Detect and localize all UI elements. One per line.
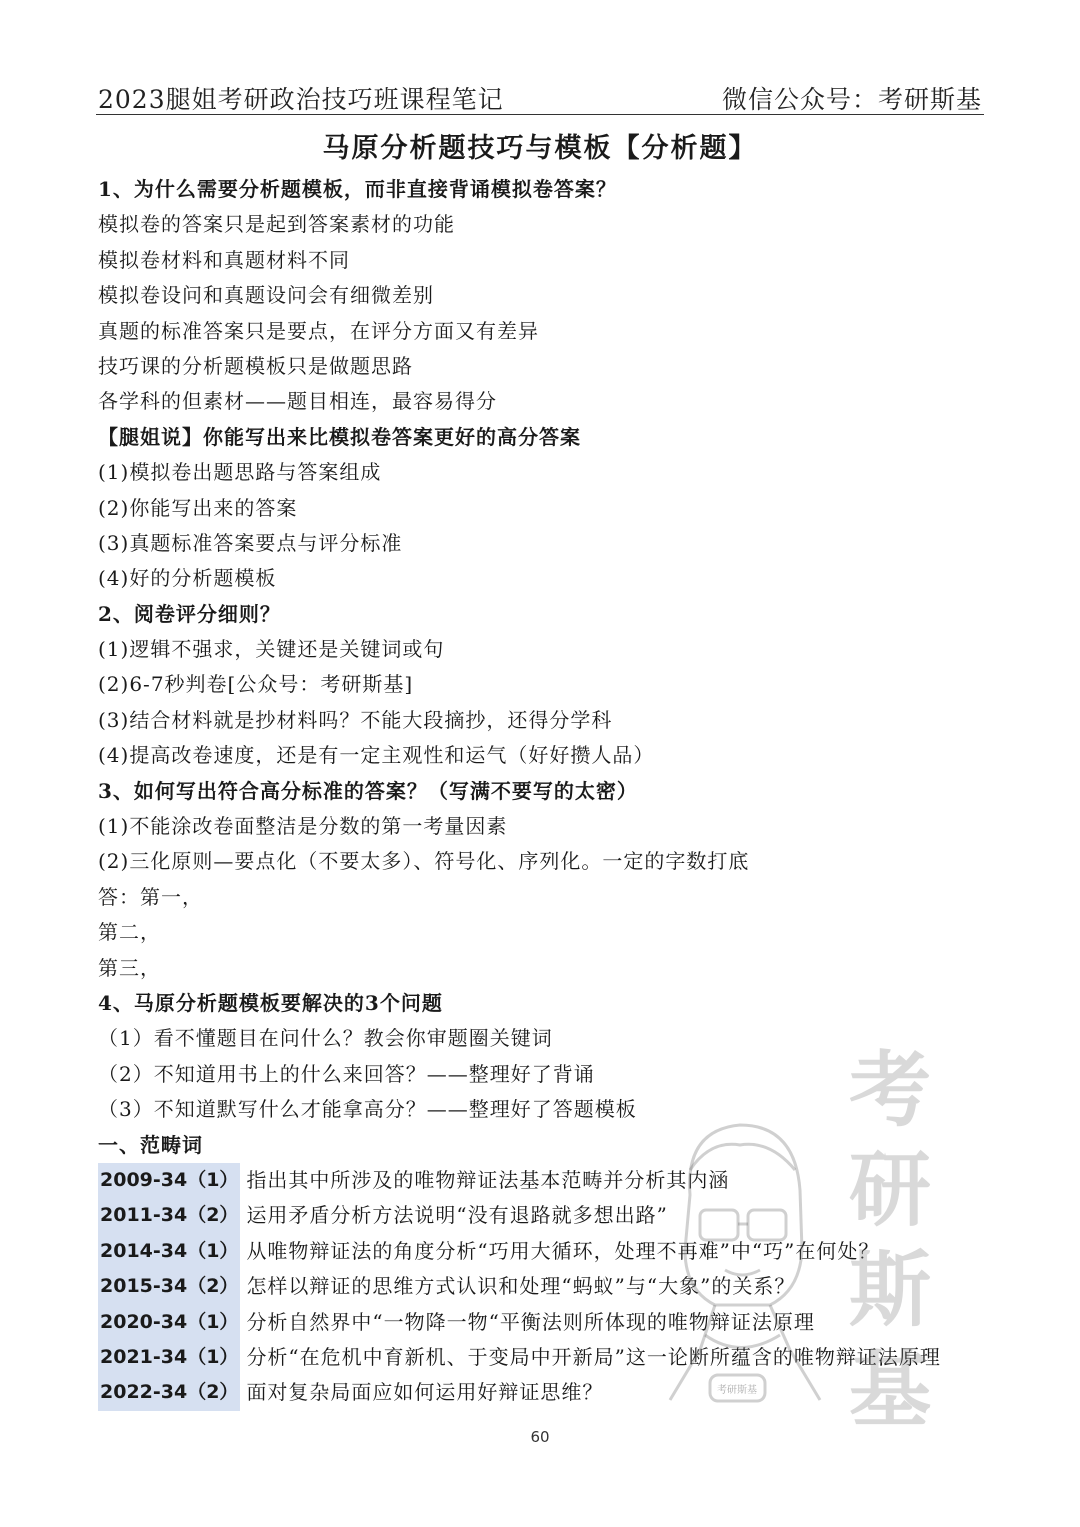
section-heading: 【腿姐说】你能写出来比模拟卷答案更好的高分答案: [98, 424, 581, 449]
note-line: (2)三化原则—要点化（不要太多）、符号化、序列化。一定的字数打底: [98, 849, 750, 874]
section-heading: 2、阅卷评分细则？: [98, 601, 281, 626]
exam-year-tag: 2020-34（1）: [98, 1305, 240, 1340]
note-line: (1)不能涂改卷面整洁是分数的第一考量因素: [98, 814, 508, 839]
note-line: （2）不知道用书上的什么来回答？——整理好了背诵: [98, 1061, 595, 1086]
watermark: [835, 1040, 945, 1440]
header-wechat-account: 微信公众号：考研斯基: [721, 85, 982, 114]
note-line: 技巧课的分析题模板只是做题思路: [98, 353, 413, 378]
note-line: (1)逻辑不强求，关键还是关键词或句: [98, 637, 445, 662]
note-line: （3）不知道默写什么才能拿高分？——整理好了答题模板: [98, 1097, 637, 1122]
exam-year-tag: 2009-34（1）: [98, 1163, 240, 1198]
watermark-char: 基: [848, 1342, 931, 1438]
exam-question-text: 面对复杂局面应如何运用好辩证思维？: [246, 1380, 604, 1405]
page-header: [98, 76, 982, 116]
section-heading: 3、如何写出符合高分标准的答案？（写满不要写的太密）: [98, 778, 638, 803]
note-line: 答：第一，: [98, 884, 203, 909]
cartoon-stamp-label: 考研斯基: [717, 1385, 757, 1396]
watermark-char: 考: [848, 1042, 931, 1138]
header-divider: [96, 114, 984, 115]
header-course-title: 2023腿姐考研政治技巧班课程笔记: [98, 85, 504, 114]
section-heading: 1、为什么需要分析题模板，而非直接背诵模拟卷答案？: [98, 177, 617, 201]
exam-year-tag: 2022-34（2）: [98, 1375, 240, 1410]
exam-question-text: 分析自然界中“一物降一物“平衡法则所体现的唯物辩证法原理: [246, 1309, 815, 1334]
exam-year-tag: 2021-34（1）: [98, 1340, 240, 1375]
note-line: (2)6-7秒判卷[公众号：考研斯基]: [98, 672, 414, 697]
note-line: 真题的标准答案只是要点，在评分方面又有差异: [98, 318, 539, 343]
note-line: 第三，: [98, 955, 161, 980]
exam-question-text: 运用矛盾分析方法说明“没有退路就多想出路”: [246, 1203, 668, 1228]
exam-year-tag: 2015-34（2）: [98, 1269, 240, 1304]
page-number: 60: [530, 1428, 550, 1446]
section-heading: 4、马原分析题模板要解决的3个问题: [98, 990, 443, 1015]
watermark-char: 研: [848, 1142, 931, 1238]
note-line: 模拟卷材料和真题材料不同: [98, 247, 350, 272]
exam-question-text: 怎样以辩证的思维方式认识和处理“蚂蚁”与“大象”的关系？: [246, 1274, 796, 1299]
note-line: (3)结合材料就是抄材料吗？不能大段摘抄，还得分学科: [98, 707, 613, 732]
exam-question-text: 指出其中所涉及的唯物辩证法基本范畴并分析其内涵: [246, 1167, 730, 1192]
note-line: 模拟卷设问和真题设问会有细微差别: [98, 283, 434, 308]
note-line: (4)好的分析题模板: [98, 566, 277, 591]
page-title: 马原分析题技巧与模板【分析题】: [322, 133, 758, 164]
note-line: 各学科的但素材——题目相连，最容易得分: [98, 389, 497, 414]
note-line: (1)模拟卷出题思路与答案组成: [98, 460, 382, 485]
note-line: (2)你能写出来的答案: [98, 495, 298, 520]
notes-lines: [98, 172, 998, 1163]
note-line: （1）看不懂题目在问什么？教会你审题圈关键词: [98, 1026, 553, 1051]
exam-year-tag: 2014-34（1）: [98, 1234, 240, 1269]
note-line: (4)提高改卷速度，还是有一定主观性和运气（好好攒人品）: [98, 743, 655, 768]
exam-question-text: 从唯物辩证法的角度分析“巧用大循环，处理不再难”中“巧”在何处？: [246, 1238, 880, 1263]
exam-year-tag: 2011-34（2）: [98, 1198, 240, 1233]
section-heading: 一、范畴词: [98, 1132, 203, 1157]
note-line: 模拟卷的答案只是起到答案素材的功能: [98, 212, 455, 237]
note-line: (3)真题标准答案要点与评分标准: [98, 530, 403, 555]
exam-question-text: 分析“在危机中育新机、于变局中开新局”这一论断所蕴含的唯物辩证法原理: [246, 1344, 941, 1369]
note-line: 第二，: [98, 920, 161, 945]
cartoon-figure-icon: [630, 1100, 850, 1430]
watermark-char: 斯: [848, 1242, 931, 1338]
